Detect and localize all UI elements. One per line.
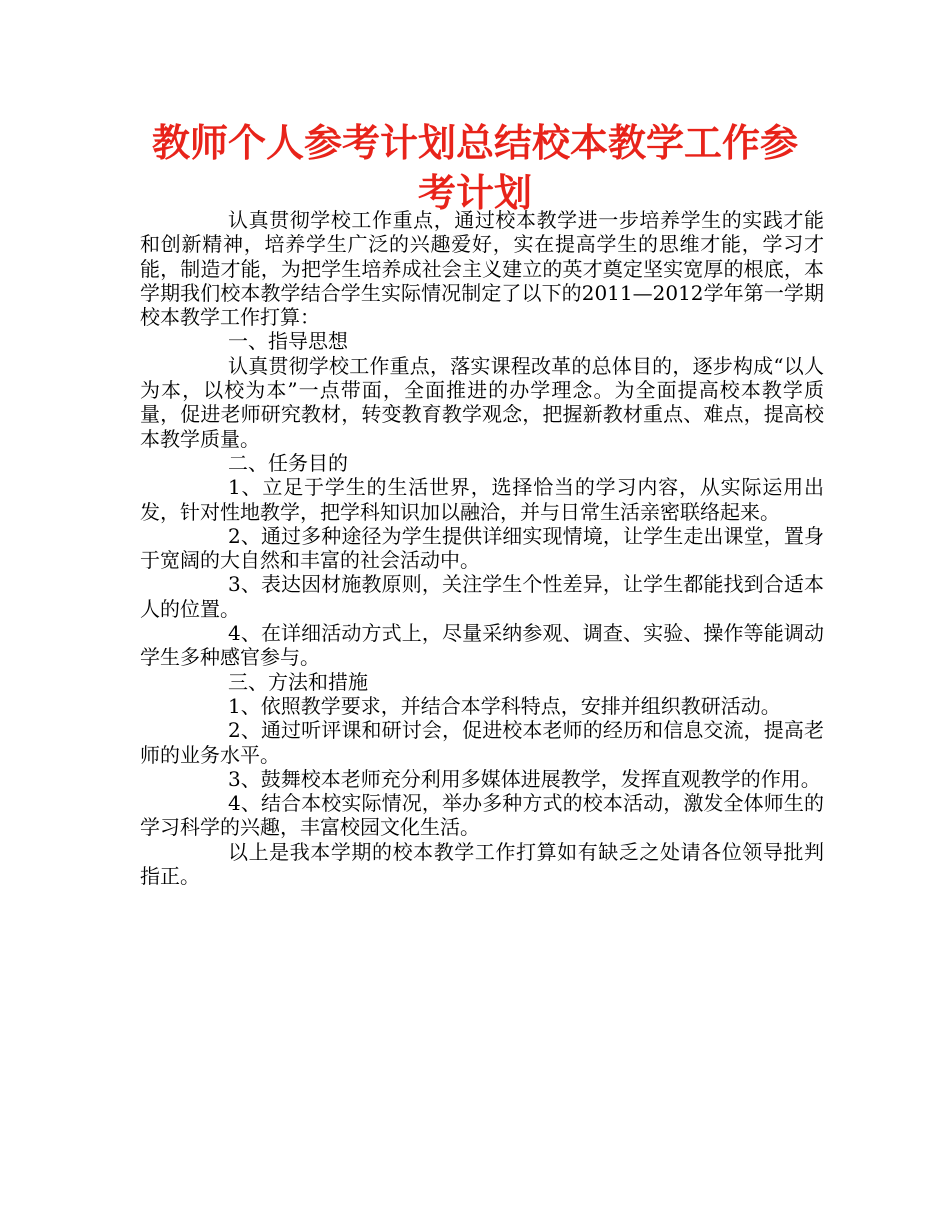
- section-heading-guiding-ideology: 一、指导思想: [228, 329, 348, 354]
- task-goal-item-1: 1、立足于学生的生活世界，选择恰当的学习内容，从实际运用出发，针对性地教学，把学科知识加以融洽，并与日常生活亲密联络起来。: [140, 475, 824, 524]
- method-item-3: 3、鼓舞校本老师充分利用多媒体进展教学，发挥直观教学的作用。: [228, 766, 821, 791]
- guiding-ideology-paragraph: 认真贯彻学校工作重点，落实课程改革的总体目的，逐步构成“以人为本，以校为本”一点带面，全面推进的办学理念。为全面提高校本教学质量，促进老师研究教材，转变教育教学观念，把握新教材重点、难点，提高校本教学质量。: [140, 353, 824, 451]
- task-goal-item-2: 2、通过多种途径为学生提供详细实现情境，让学生走出课堂，置身于宽阔的大自然和丰富的社会活动中。: [140, 523, 824, 573]
- method-item-2: 2、通过听评课和研讨会，促进校本老师的经历和信息交流，提高老师的业务水平。: [140, 718, 824, 767]
- document-body: [140, 208, 824, 888]
- method-item-1: 1、依照教学要求，并结合本学科特点，安排并组织教研活动。: [228, 693, 781, 718]
- section-heading-methods: 三、方法和措施: [228, 669, 368, 694]
- document-title: 教师个人参考计划总结校本教学工作参考计划: [151, 121, 798, 215]
- closing-paragraph: 以上是我本学期的校本教学工作打算如有缺乏之处请各位领导批判指正。: [140, 839, 824, 889]
- task-goal-item-3: 3、表达因材施教原则，关注学生个性差异，让学生都能找到合适本人的位置。: [140, 572, 824, 621]
- method-item-4: 4、结合本校实际情况，举办多种方式的校本活动，激发全体师生的学习科学的兴趣，丰富校园文化生活。: [140, 791, 824, 840]
- intro-paragraph: 认真贯彻学校工作重点，通过校本教学进一步培养学生的实践才能和创新精神，培养学生广泛的兴趣爱好，实在提高学生的思维才能，学习才能，制造才能，为把学生培养成社会主义建立的英才奠定坚实宽厚的根底，本学期我们校本教学结合学生实际情况制定了以下的2011—2012学年第一学期校本教学工作打算：: [140, 208, 824, 330]
- section-heading-task-goals: 二、任务目的: [228, 450, 348, 475]
- task-goal-item-4: 4、在详细活动方式上，尽量采纳参观、调查、实验、操作等能调动学生多种感官参与。: [140, 621, 824, 670]
